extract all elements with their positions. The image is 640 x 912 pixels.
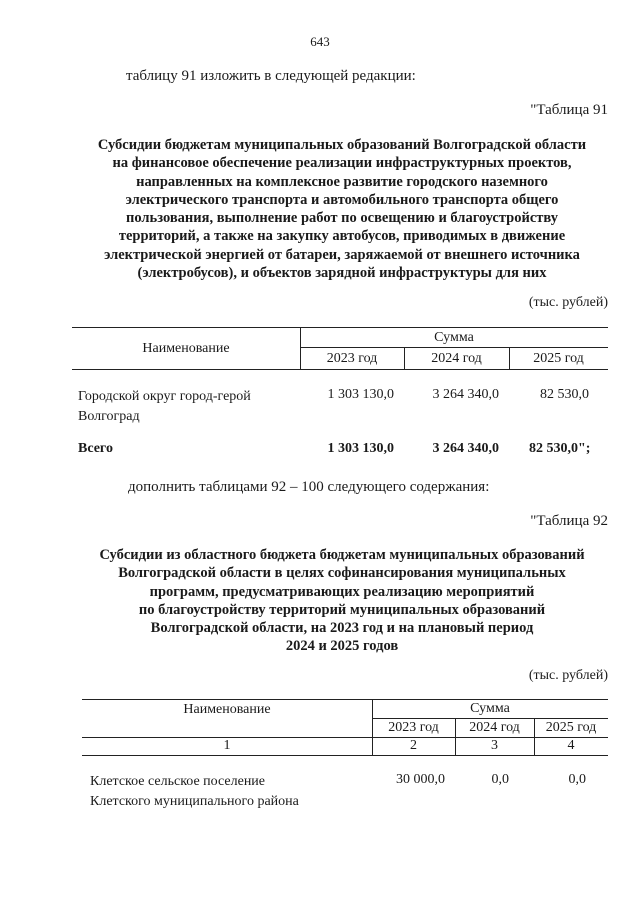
header-year: 2024 год <box>431 351 482 366</box>
total-label: Всего <box>78 441 113 456</box>
header-name: Наименование <box>183 702 271 717</box>
column-number: 3 <box>491 738 498 753</box>
row-name <box>90 772 372 812</box>
title-line: электрического транспорта и автомобильного транспорта общего <box>125 191 559 208</box>
row-value: 3 264 340,0 <box>432 387 499 402</box>
intro-table-92: дополнить таблицами 92 – 100 следующего содержания: <box>128 479 490 495</box>
table-rule-sum <box>300 347 608 348</box>
total-value: 3 264 340,0 <box>432 441 499 456</box>
title-line: направленных на комплексное развитие городского наземного <box>136 173 548 190</box>
row-value: 1 303 130,0 <box>327 387 394 402</box>
title-line: электрической энергией от батареи, заряжаемой от внешнего источника <box>104 246 580 263</box>
title-line: по благоустройству территорий муниципальных образований <box>138 601 546 618</box>
table-91-label: "Таблица 91 <box>530 102 608 118</box>
title-line: Субсидии из областного бюджета бюджетам муниципальных образований <box>99 547 585 563</box>
title-line: Волгоградской области в целях софинансирования муниципальных <box>118 565 566 582</box>
table-92-title <box>72 546 612 656</box>
table-92-label: "Таблица 92 <box>530 513 608 529</box>
table-rule-top <box>72 327 608 328</box>
header-sum: Сумма <box>434 330 474 345</box>
title-line: (электробусов), и объектов зарядной инфраструктуры для них <box>137 265 547 282</box>
total-value: 1 303 130,0 <box>327 441 394 456</box>
row-value: 30 000,0 <box>396 772 445 787</box>
header-year: 2025 год <box>545 720 597 735</box>
header-year: 2024 год <box>469 720 520 735</box>
row-value: 0,0 <box>568 772 586 787</box>
header-year: 2023 год <box>388 720 439 735</box>
page-number: 643 <box>310 34 330 49</box>
header-year: 2023 год <box>326 351 378 366</box>
table-91-title <box>72 136 612 282</box>
table-rule-sum <box>372 718 608 719</box>
row-name-line: Волгоград <box>78 409 140 424</box>
title-line: на финансовое обеспечение реализации инфраструктурных проектов, <box>112 155 572 172</box>
column-number: 2 <box>410 738 417 753</box>
title-line: пользования, выполнение работ по освещению и благоустройству <box>126 210 558 227</box>
table-rule-header-bottom <box>72 369 608 370</box>
title-line: Волгоградской области, на 2023 год и на плановый период <box>150 620 534 637</box>
row-name-line: Городской округ город-герой <box>78 389 251 404</box>
title-line: программ, предусматривающих реализацию мероприятий <box>149 583 535 600</box>
table-rule-top <box>82 699 608 700</box>
total-value: 82 530,0"; <box>529 441 591 456</box>
header-name: Наименование <box>142 341 230 356</box>
intro-table-91: таблицу 91 изложить в следующей редакции: <box>126 68 416 84</box>
row-name <box>78 387 298 427</box>
row-value: 82 530,0 <box>540 387 589 402</box>
column-number: 1 <box>223 738 231 753</box>
title-line: 2024 и 2025 годов <box>285 638 399 655</box>
table-91-unit: (тыс. рублей) <box>528 295 608 310</box>
title-line: территорий, а также на закупку автобусов, приводимых в движение <box>118 228 566 245</box>
title-line: Субсидии бюджетам муниципальных образований Волгоградской области <box>97 137 587 153</box>
header-sum: Сумма <box>470 701 510 716</box>
table-92-unit: (тыс. рублей) <box>528 668 608 683</box>
column-number: 4 <box>567 738 575 753</box>
row-value: 0,0 <box>491 772 509 787</box>
table-rule-numbers-bottom <box>82 755 608 756</box>
row-name-line: Клетского муниципального района <box>90 794 299 809</box>
header-year: 2025 год <box>533 351 584 366</box>
row-name-line: Клетское сельское поселение <box>90 774 266 789</box>
